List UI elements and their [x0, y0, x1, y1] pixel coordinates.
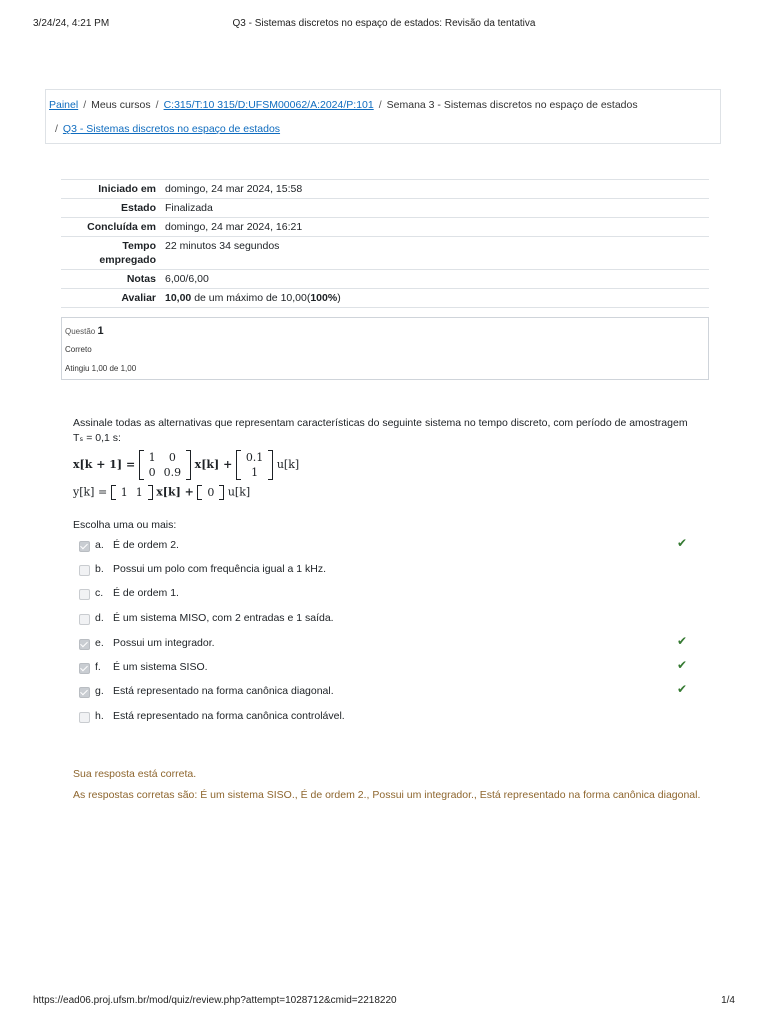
print-page-number: 1/4 [721, 995, 735, 1006]
matrix-a-cell: 1 [148, 451, 156, 464]
correct-check-icon: ✔ [677, 682, 688, 696]
option-checkbox[interactable] [79, 639, 90, 650]
answer-option-c[interactable] [79, 587, 699, 603]
grade-percent: 100% [310, 292, 338, 304]
question-info-box [61, 317, 709, 380]
summary-value [160, 289, 709, 308]
option-text: É de ordem 1. [113, 587, 179, 599]
summary-row-marks [61, 270, 709, 289]
print-title: Q3 - Sistemas discretos no espaço de estados: Revisão da tentativa [232, 18, 536, 29]
breadcrumb-separator: / [378, 99, 382, 111]
summary-row-completed [61, 218, 709, 237]
attempt-summary-table [61, 179, 709, 308]
state-equation [73, 450, 299, 480]
question-label: Questão [65, 327, 96, 336]
right-answer-feedback: As respostas corretas são: É um sistema SISO., É de ordem 2., Possui um integrador., Está representado na forma canônica diagonal. [73, 789, 701, 801]
option-checkbox[interactable] [79, 565, 90, 576]
breadcrumb-course-link[interactable]: C:315/T:10 315/D:UFSM00062/A:2024/P:101 [163, 99, 374, 111]
option-checkbox[interactable] [79, 712, 90, 723]
answer-option-a[interactable] [79, 536, 699, 555]
breadcrumb-separator: / [83, 99, 87, 111]
option-checkbox[interactable] [79, 541, 90, 552]
summary-value: Finalizada [160, 199, 709, 218]
question-number-value: 1 [97, 325, 104, 337]
state-equation-mid: x[k] + [194, 458, 233, 471]
answer-option-d[interactable] [79, 612, 699, 628]
option-letter: f. [95, 661, 101, 673]
breadcrumb-separator: / [55, 123, 58, 135]
matrix-c-cell: 1 [120, 486, 128, 499]
option-text: Possui um polo com frequência igual a 1 kHz. [113, 563, 327, 575]
breadcrumb-week: Semana 3 - Sistemas discretos no espaço de estados [386, 99, 638, 111]
summary-value: domingo, 24 mar 2024, 16:21 [160, 218, 709, 237]
summary-label: Concluída em [61, 218, 160, 237]
question-grade: Atingiu 1,00 de 1,00 [65, 364, 137, 373]
matrix-d-cell: 0 [207, 486, 215, 499]
matrix-b-cell: 0.1 [245, 451, 264, 464]
summary-value: domingo, 24 mar 2024, 15:58 [160, 180, 709, 199]
summary-label: Estado [61, 199, 160, 218]
answer-option-f[interactable] [79, 658, 699, 677]
matrix-c-cell: 1 [135, 486, 143, 499]
option-text: É um sistema MISO, com 2 entradas e 1 saída. [113, 612, 334, 624]
summary-row-time [61, 237, 709, 270]
option-text: Está representado na forma canônica diagonal. [113, 685, 334, 697]
answer-option-b[interactable] [79, 563, 699, 579]
summary-label: Tempo empregado [61, 237, 160, 270]
summary-row-state [61, 199, 709, 218]
summary-value: 6,00/6,00 [160, 270, 709, 289]
option-letter: e. [95, 637, 104, 649]
state-equation-lhs: x[k + 1] = [73, 458, 136, 471]
question-state: Correto [65, 345, 92, 354]
option-letter: c. [95, 587, 104, 599]
option-checkbox[interactable] [79, 687, 90, 698]
breadcrumb [45, 89, 721, 144]
breadcrumb-painel-link[interactable]: Painel [49, 99, 79, 111]
output-equation [73, 485, 250, 500]
matrix-a-cell: 0 [168, 451, 176, 464]
correct-check-icon: ✔ [677, 658, 688, 672]
matrix-b-cell: 1 [251, 466, 259, 479]
matrix-d [197, 485, 224, 500]
summary-label: Notas [61, 270, 160, 289]
option-letter: a. [95, 539, 104, 551]
matrix-a [139, 450, 192, 480]
print-url: https://ead06.proj.ufsm.br/mod/quiz/review.php?attempt=1028712&cmid=2218220 [33, 995, 397, 1006]
matrix-b [236, 450, 274, 480]
option-letter: g. [95, 685, 104, 697]
breadcrumb-meus-cursos: Meus cursos [91, 99, 151, 111]
summary-label: Iniciado em [61, 180, 160, 199]
general-feedback: Sua resposta está correta. [73, 768, 197, 780]
option-text: Está representado na forma canônica controlável. [113, 710, 345, 722]
answer-option-e[interactable] [79, 634, 699, 653]
option-text: Possui um integrador. [113, 637, 215, 649]
option-checkbox[interactable] [79, 663, 90, 674]
print-date: 3/24/24, 4:21 PM [33, 18, 110, 29]
grade-end: ) [337, 292, 341, 304]
option-text: É de ordem 2. [113, 539, 179, 551]
answer-prompt: Escolha uma ou mais: [73, 519, 177, 531]
answer-option-g[interactable] [79, 682, 699, 701]
summary-label: Avaliar [61, 289, 160, 308]
summary-value: 22 minutos 34 segundos [160, 237, 709, 270]
print-header [33, 18, 735, 32]
breadcrumb-quiz-link[interactable]: Q3 - Sistemas discretos no espaço de estados [62, 123, 281, 135]
option-checkbox[interactable] [79, 589, 90, 600]
question-text: Assinale todas as alternativas que representam características do seguinte sistema no tempo discreto, com período de amostragem Tₛ = 0,1 s: [73, 417, 688, 444]
correct-check-icon: ✔ [677, 634, 688, 648]
option-letter: h. [95, 710, 104, 722]
option-checkbox[interactable] [79, 614, 90, 625]
grade-mid: de um máximo de 10,00( [191, 292, 311, 304]
matrix-a-cell: 0.9 [163, 466, 182, 479]
correct-check-icon: ✔ [677, 536, 688, 550]
output-equation-mid: x[k] + [156, 485, 194, 499]
option-letter: b. [95, 563, 104, 575]
matrix-a-cell: 0 [148, 466, 156, 479]
option-letter: d. [95, 612, 104, 624]
print-footer [33, 995, 735, 1009]
question-number [65, 325, 104, 337]
grade-score: 10,00 [165, 292, 192, 304]
state-equation-end: u[k] [276, 458, 300, 471]
matrix-c [111, 485, 153, 500]
option-text: É um sistema SISO. [113, 661, 208, 673]
answer-option-h[interactable] [79, 710, 699, 726]
output-equation-end: u[k] [227, 485, 251, 499]
output-equation-lhs: y[k] = [73, 485, 108, 499]
summary-row-grade [61, 289, 709, 308]
summary-row-started [61, 180, 709, 199]
breadcrumb-separator: / [155, 99, 159, 111]
